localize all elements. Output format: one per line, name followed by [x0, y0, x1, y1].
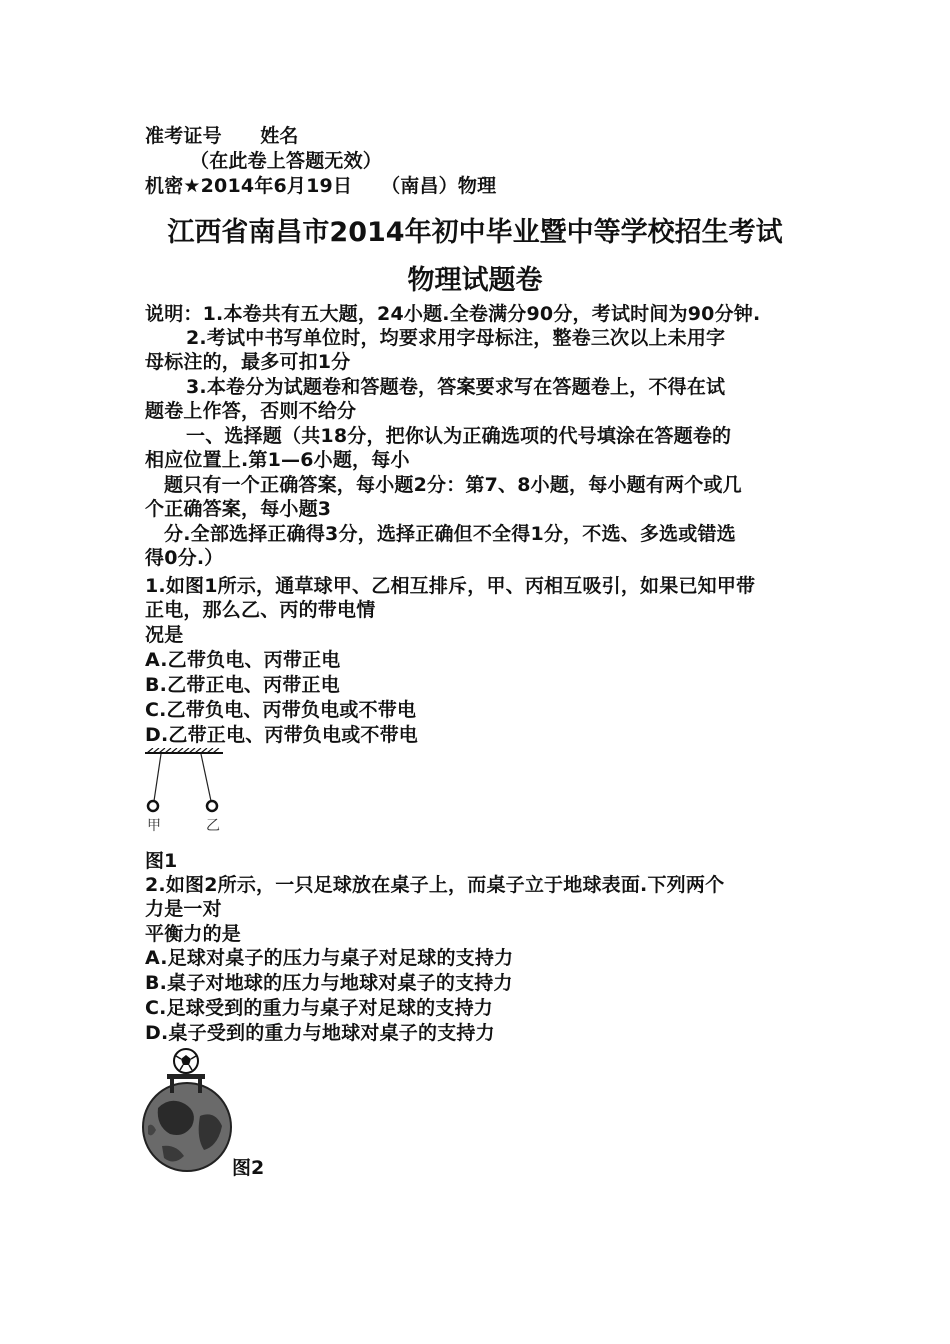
q2-option-d: D.桌子受到的重力与地球对桌子的支持力 [145, 1022, 495, 1044]
note-line: 相应位置上.第1—6小题，每小 [145, 449, 410, 471]
note-line: 题只有一个正确答案，每小题2分：第7、8小题，每小题有两个或几 [164, 474, 742, 496]
q2-option-b: B.桌子对地球的压力与地球对桌子的支持力 [145, 972, 513, 994]
q1-option-a: A.乙带负电、丙带正电 [145, 649, 341, 671]
exam-subtitle: 物理试题卷 [407, 265, 543, 296]
q2-option-a: A.足球对桌子的压力与桌子对足球的支持力 [145, 947, 514, 969]
note-line: 说明：1.本卷共有五大题，24小题.全卷满分90分，考试时间为90分钟. [145, 303, 761, 325]
q2-stem-line: 平衡力的是 [145, 923, 242, 945]
note-line: 母标注的，最多可扣1分 [145, 351, 351, 373]
header-invalid-note: （在此卷上答题无效） [190, 150, 383, 172]
q1-stem-line: 正电，那么乙、丙的带电情 [145, 599, 376, 621]
q1-stem-line: 1.如图1所示，通草球甲、乙相互排斥，甲、丙相互吸引，如果已知甲带 [145, 575, 756, 597]
note-line: 个正确答案，每小题3 [145, 498, 332, 520]
q1-option-b: B.乙带正电、丙带正电 [145, 674, 340, 696]
exam-title: 江西省南昌市2014年初中毕业暨中等学校招生考试 [167, 217, 783, 248]
q2-stem-line: 力是一对 [145, 898, 222, 920]
figure-1-label-right: 乙 [206, 818, 220, 834]
figure-2-caption: 图2 [232, 1157, 265, 1179]
figure-1-caption: 图1 [145, 850, 178, 872]
note-line: 3.本卷分为试题卷和答题卷，答案要求写在答题卷上，不得在试 [186, 376, 726, 398]
note-line: 2.考试中书写单位时，均要求用字母标注，整卷三次以上未用字 [186, 327, 726, 349]
figure-1-pith-balls [143, 748, 228, 834]
note-line: 得0分.） [145, 547, 224, 569]
note-line: 分.全部选择正确得3分，选择正确但不全得1分，不选、多选或错选 [164, 523, 736, 545]
q1-stem-line: 况是 [145, 624, 184, 646]
q2-stem-line: 2.如图2所示，一只足球放在桌子上，而桌子立于地球表面.下列两个 [145, 874, 725, 896]
section-heading: 一、选择题（共18分，把你认为正确选项的代号填涂在答题卷的 [186, 425, 732, 447]
figure-2-ball-table-earth [140, 1046, 235, 1174]
q1-option-c: C.乙带负电、丙带负电或不带电 [145, 699, 417, 721]
header-secret-date-line: 机密★2014年6月19日 （南昌）物理 [145, 175, 497, 197]
note-line: 题卷上作答，否则不给分 [145, 400, 357, 422]
q1-option-d: D.乙带正电、丙带负电或不带电 [145, 724, 418, 746]
figure-1-label-left: 甲 [147, 818, 161, 834]
q2-option-c: C.足球受到的重力与桌子对足球的支持力 [145, 997, 493, 1019]
header-admission-line: 准考证号 姓名 [145, 125, 299, 147]
